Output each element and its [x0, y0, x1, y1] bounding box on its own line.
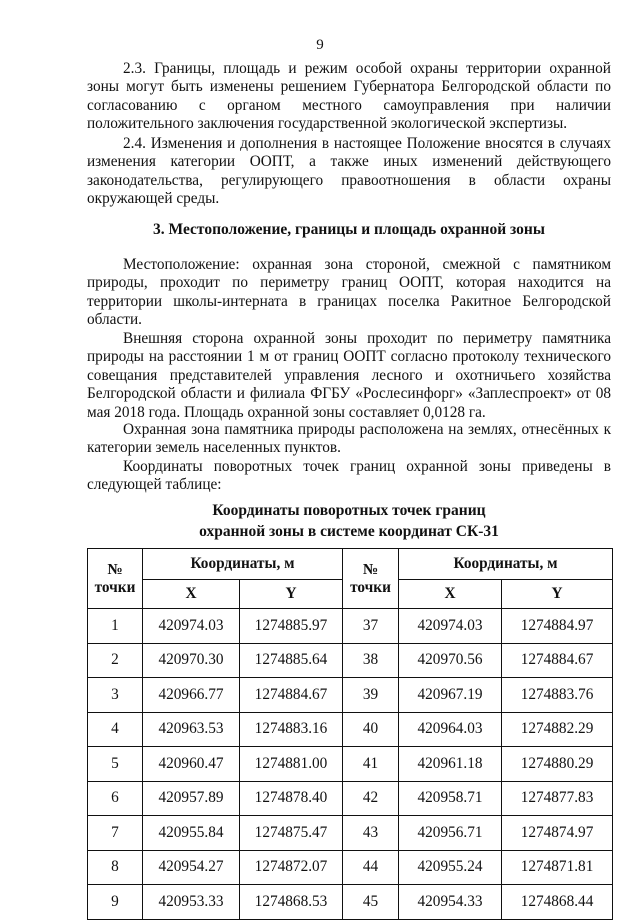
cell-x: 420954.33 — [399, 885, 502, 920]
cell-y: 1274875.47 — [240, 816, 343, 851]
cell-x: 420958.71 — [399, 781, 502, 816]
cell-point: 2 — [88, 643, 143, 678]
cell-x: 420955.84 — [143, 816, 240, 851]
cell-y: 1274884.97 — [502, 609, 613, 644]
cell-y: 1274883.76 — [502, 678, 613, 713]
paragraph-location: Местоположение: охранная зона стороной, смежной с памятником природы, проходит по периметру границ ООПТ, которая находится на территории школы-интерната в границах поселка Ракитное Белгородской области. — [87, 256, 611, 329]
cell-point: 6 — [88, 781, 143, 816]
header-x: X — [143, 580, 240, 609]
cell-y: 1274871.81 — [502, 850, 613, 885]
section-heading: 3. Местоположение, границы и площадь охранной зоны — [153, 221, 545, 238]
cell-x: 420970.30 — [143, 643, 240, 678]
cell-y: 1274884.67 — [502, 643, 613, 678]
cell-point: 5 — [88, 747, 143, 782]
header-y: Y — [240, 580, 343, 609]
table-row — [88, 678, 613, 713]
cell-x: 420974.03 — [399, 609, 502, 644]
table-row — [88, 609, 613, 644]
table-row — [88, 781, 613, 816]
cell-point: 3 — [88, 678, 143, 713]
header-y: Y — [502, 580, 613, 609]
cell-y: 1274878.40 — [240, 781, 343, 816]
cell-point: 45 — [343, 885, 399, 920]
header-point-number: № точки — [88, 549, 143, 609]
paragraph-2-3: 2.3. Границы, площадь и режим особой охраны территории охранной зоны могут быть изменены решением Губернатора Белгородской области по согласованию с органом местного самоуправления при наличии положительного заключения государственной экологической экспертизы. — [87, 60, 611, 133]
cell-point: 39 — [343, 678, 399, 713]
header-coordinates: Координаты, м — [399, 549, 613, 580]
cell-point: 7 — [88, 816, 143, 851]
cell-point: 9 — [88, 885, 143, 920]
cell-point: 44 — [343, 850, 399, 885]
cell-y: 1274883.16 — [240, 712, 343, 747]
cell-x: 420961.18 — [399, 747, 502, 782]
table-row — [88, 747, 613, 782]
cell-y: 1274882.29 — [502, 712, 613, 747]
cell-point: 43 — [343, 816, 399, 851]
cell-y: 1274874.97 — [502, 816, 613, 851]
cell-x: 420957.89 — [143, 781, 240, 816]
cell-y: 1274880.29 — [502, 747, 613, 782]
cell-point: 37 — [343, 609, 399, 644]
header-point-number: № точки — [343, 549, 399, 609]
cell-y: 1274868.44 — [502, 885, 613, 920]
table-row — [88, 816, 613, 851]
cell-x: 420966.77 — [143, 678, 240, 713]
cell-y: 1274884.67 — [240, 678, 343, 713]
table-caption — [87, 500, 611, 542]
cell-point: 8 — [88, 850, 143, 885]
cell-x: 420956.71 — [399, 816, 502, 851]
cell-x: 420953.33 — [143, 885, 240, 920]
coordinates-table — [87, 548, 613, 920]
cell-x: 420954.27 — [143, 850, 240, 885]
cell-y: 1274885.97 — [240, 609, 343, 644]
cell-x: 420967.19 — [399, 678, 502, 713]
table-row — [88, 885, 613, 920]
paragraph-land-category: Охранная зона памятника природы расположена на землях, отнесённых к категории земель населенных пунктов. — [87, 421, 611, 457]
page-number: 9 — [316, 37, 324, 53]
cell-y: 1274872.07 — [240, 850, 343, 885]
cell-x: 420960.47 — [143, 747, 240, 782]
table-caption-line1: Координаты поворотных точек границ — [212, 502, 486, 519]
table-row — [88, 643, 613, 678]
cell-y: 1274885.64 — [240, 643, 343, 678]
cell-y: 1274868.53 — [240, 885, 343, 920]
table-row — [88, 712, 613, 747]
cell-x: 420970.56 — [399, 643, 502, 678]
cell-point: 41 — [343, 747, 399, 782]
cell-y: 1274881.00 — [240, 747, 343, 782]
cell-point: 42 — [343, 781, 399, 816]
cell-x: 420964.03 — [399, 712, 502, 747]
paragraph-coordinates-intro: Координаты поворотных точек границ охранной зоны приведены в следующей таблице: — [87, 458, 611, 494]
paragraph-outer-boundary: Внешняя сторона охранной зоны проходит по периметру памятника природы на расстоянии 1 м от границ ООПТ согласно протоколу технического совещания представителей управления лесного и охотничьего хозяйства Белгородской области и филиала ФГБУ «Рослесинфорг» «Заплеспроект» от 08 мая 2018 года. Площадь охранной зоны составляет 0,0128 га. — [87, 330, 611, 421]
cell-point: 38 — [343, 643, 399, 678]
cell-x: 420955.24 — [399, 850, 502, 885]
cell-point: 40 — [343, 712, 399, 747]
header-x: X — [399, 580, 502, 609]
paragraph-2-4: 2.4. Изменения и дополнения в настоящее Положение вносятся в случаях изменения категории ООПТ, а также иных изменений действующего законодательства, регулирующего правоотношения в области охраны окружающей среды. — [87, 135, 611, 208]
cell-x: 420963.53 — [143, 712, 240, 747]
table-caption-line2: охранной зоны в системе координат СК-31 — [199, 523, 499, 540]
table-row — [88, 850, 613, 885]
header-coordinates: Координаты, м — [143, 549, 343, 580]
cell-x: 420974.03 — [143, 609, 240, 644]
cell-y: 1274877.83 — [502, 781, 613, 816]
cell-point: 1 — [88, 609, 143, 644]
cell-point: 4 — [88, 712, 143, 747]
